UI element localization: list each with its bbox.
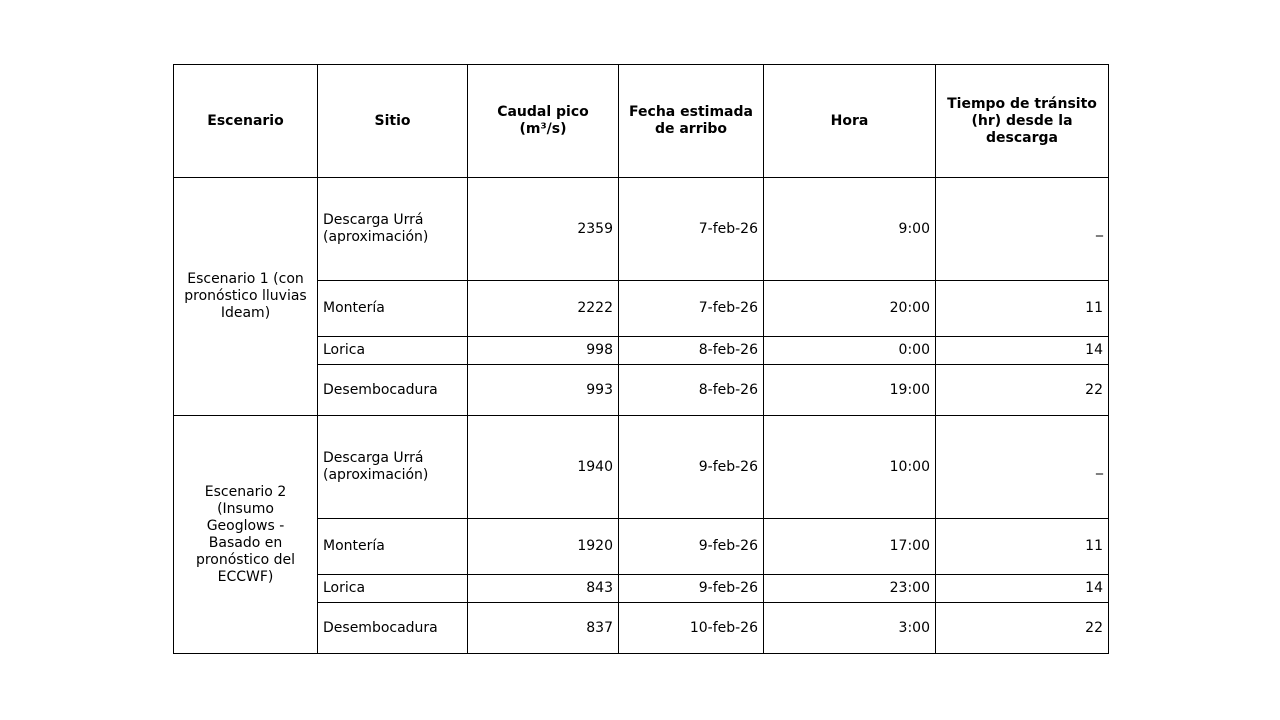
fecha-cell: 9-feb-26 — [619, 416, 764, 519]
fecha-cell: 7-feb-26 — [619, 178, 764, 281]
hora-cell: 9:00 — [764, 178, 936, 281]
hora-cell: 20:00 — [764, 281, 936, 337]
tiempo-cell: _ — [936, 178, 1109, 281]
fecha-cell: 8-feb-26 — [619, 365, 764, 416]
site-cell: Desembocadura — [318, 603, 468, 654]
caudal-cell: 837 — [468, 603, 619, 654]
fecha-cell: 9-feb-26 — [619, 519, 764, 575]
table-row — [174, 416, 1109, 519]
hora-cell: 3:00 — [764, 603, 936, 654]
caudal-cell: 843 — [468, 575, 619, 603]
header-hora: Hora — [764, 65, 936, 178]
hora-cell: 23:00 — [764, 575, 936, 603]
header-caudal-pico: Caudal pico (m³/s) — [468, 65, 619, 178]
hora-cell: 19:00 — [764, 365, 936, 416]
site-cell: Lorica — [318, 337, 468, 365]
table-row — [174, 178, 1109, 281]
header-tiempo-transito: Tiempo de tránsito (hr) desde la descarga — [936, 65, 1109, 178]
caudal-cell: 998 — [468, 337, 619, 365]
fecha-cell: 8-feb-26 — [619, 337, 764, 365]
site-cell: Lorica — [318, 575, 468, 603]
tiempo-cell: _ — [936, 416, 1109, 519]
tiempo-cell: 11 — [936, 281, 1109, 337]
header-sitio: Sitio — [318, 65, 468, 178]
tiempo-cell: 11 — [936, 519, 1109, 575]
caudal-cell: 2222 — [468, 281, 619, 337]
flow-forecast-table — [173, 64, 1109, 654]
fecha-cell: 7-feb-26 — [619, 281, 764, 337]
site-cell: Montería — [318, 519, 468, 575]
tiempo-cell: 14 — [936, 337, 1109, 365]
header-row — [174, 65, 1109, 178]
tiempo-cell: 22 — [936, 603, 1109, 654]
caudal-cell: 1940 — [468, 416, 619, 519]
header-escenario: Escenario — [174, 65, 318, 178]
site-cell: Desembocadura — [318, 365, 468, 416]
fecha-cell: 9-feb-26 — [619, 575, 764, 603]
scenario-1-label: Escenario 1 (con pronóstico lluvias Ideam) — [174, 178, 318, 416]
header-fecha-estimada: Fecha estimada de arribo — [619, 65, 764, 178]
site-cell: Descarga Urrá (aproximación) — [318, 416, 468, 519]
tiempo-cell: 22 — [936, 365, 1109, 416]
site-cell: Descarga Urrá (aproximación) — [318, 178, 468, 281]
caudal-cell: 1920 — [468, 519, 619, 575]
site-cell: Montería — [318, 281, 468, 337]
fecha-cell: 10-feb-26 — [619, 603, 764, 654]
caudal-cell: 2359 — [468, 178, 619, 281]
hora-cell: 17:00 — [764, 519, 936, 575]
hora-cell: 0:00 — [764, 337, 936, 365]
scenario-2-label: Escenario 2 (Insumo Geoglows - Basado en pronóstico del ECCWF) — [174, 416, 318, 654]
tiempo-cell: 14 — [936, 575, 1109, 603]
caudal-cell: 993 — [468, 365, 619, 416]
hora-cell: 10:00 — [764, 416, 936, 519]
